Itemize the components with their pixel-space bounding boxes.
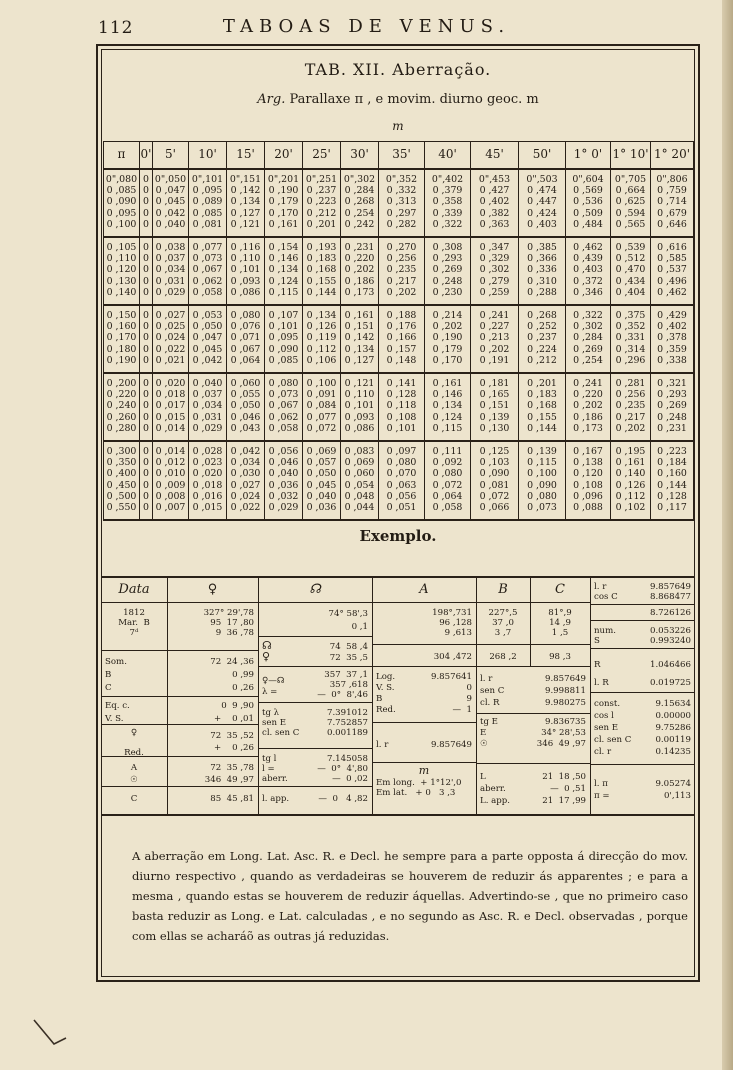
example-a-r4a: l. r (376, 740, 389, 750)
example-col-a (372, 578, 477, 814)
example-col-c (530, 578, 591, 666)
table-cell: 0 ,107 0 ,101 0 ,095 0 ,090 0 ,085 (265, 305, 303, 373)
example-bc-r3a: l. r sen C cl. R (480, 674, 505, 708)
table-cell: 0 ,214 0 ,202 0 ,190 0 ,179 0 ,170 (425, 305, 471, 373)
table-cell: 0 ,322 0 ,302 0 ,284 0 ,269 0 ,254 (566, 305, 611, 373)
example-bc-r4b: 9.836735 34° 28',53 346 49 ,97 (536, 717, 586, 749)
argument-line (101, 92, 695, 107)
table-cell: 0 ,053 0 ,050 0 ,047 0 ,045 0 ,042 (189, 305, 227, 373)
page-header (0, 14, 733, 42)
column-header: 1° 20' (651, 142, 694, 170)
example-node-r5a: l. app. (262, 794, 290, 804)
column-header: 25' (303, 142, 341, 170)
column-header: π (104, 142, 140, 170)
example-a-r1: 198°,731 96 ,128 9 ,613 (432, 608, 472, 638)
example-log-r6b: 9.05274 0',113 (655, 779, 691, 801)
column-header: 0' (140, 142, 153, 170)
example-header-c: C (530, 578, 590, 603)
example-col-b (476, 578, 531, 666)
table-cell: 0 ,281 0 ,256 0 ,235 0 ,217 0 ,202 (611, 373, 651, 441)
table-cell: 0 ,231 0 ,220 0 ,202 0 ,186 0 ,173 (341, 237, 379, 305)
column-header: 30' (341, 142, 379, 170)
ink-scratch-mark (32, 1018, 68, 1054)
table-row-block (104, 237, 694, 305)
table-row-block (104, 373, 694, 441)
example-node-r5b: — 0 4 ,82 (318, 794, 368, 804)
table-cell: 0 0 0 0 0 0 (140, 441, 153, 520)
table-cell: 0 ,105 0 ,110 0 ,120 0 ,130 0 ,140 (104, 237, 140, 305)
table-cell: 0 0 0 0 0 (140, 305, 153, 373)
table-cell: 0 ,241 0 ,220 0 ,202 0 ,186 0 ,173 (566, 373, 611, 441)
table-cell: 0 ,100 0 ,091 0 ,084 0 ,077 0 ,072 (303, 373, 341, 441)
example-data-r1: 1812 Mar. B 7ᵈ (118, 608, 150, 638)
table-cell: 0 ,042 0 ,034 0 ,030 0 ,027 0 ,024 0 ,022 (227, 441, 265, 520)
table-row-block (104, 305, 694, 373)
m-column-label: m (392, 119, 404, 133)
example-header-a: A (372, 578, 476, 603)
table-cell: 0 ,056 0 ,046 0 ,040 0 ,036 0 ,032 0 ,029 (265, 441, 303, 520)
example-data-r3: Eq. c. V. S. (105, 701, 130, 724)
column-header: 1° 10' (611, 142, 651, 170)
table-cell: 0 ,111 0 ,092 0 ,080 0 ,072 0 ,064 0 ,058 (425, 441, 471, 520)
table-cell: 0 ,188 0 ,176 0 ,166 0 ,157 0 ,148 (379, 305, 425, 373)
table-cell: 0 ,193 0 ,183 0 ,168 0 ,155 0 ,144 (303, 237, 341, 305)
table-cell: 0 ,121 0 ,110 0 ,101 0 ,093 0 ,086 (341, 373, 379, 441)
example-a-r2: 304 ,472 (433, 652, 472, 662)
column-header: 20' (265, 142, 303, 170)
table-cell: 0 ,150 0 ,160 0 ,170 0 ,180 0 ,190 (104, 305, 140, 373)
page-number: 112 (98, 18, 134, 38)
table-cell: 0 ,116 0 ,110 0 ,101 0 ,093 0 ,086 (227, 237, 265, 305)
table-cell: 0 ,069 0 ,057 0 ,050 0 ,045 0 ,040 0 ,036 (303, 441, 341, 520)
table-cell: 0 ,321 0 ,293 0 ,269 0 ,248 0 ,231 (651, 373, 694, 441)
table-cell: 0 ,139 0 ,115 0 ,100 0 ,090 0 ,080 0 ,073 (519, 441, 566, 520)
table-cell: 0 ,462 0 ,439 0 ,403 0 ,372 0 ,346 (566, 237, 611, 305)
table-cell: 0 ,060 0 ,055 0 ,050 0 ,046 0 ,043 (227, 373, 265, 441)
table-cell: 0 ,020 0 ,018 0 ,017 0 ,015 0 ,014 (153, 373, 189, 441)
example-bc-r5b: 21 18 ,50 — 0 ,51 21 17 ,99 (542, 772, 586, 806)
table-cell: 0 ,195 0 ,161 0 ,140 0 ,126 0 ,112 0 ,102 (611, 441, 651, 520)
example-b-r1: 227°,5 37 ,0 3 ,7 (488, 608, 518, 638)
example-log-r3b: 0.053226 0.993240 (649, 626, 691, 646)
table-body (104, 169, 694, 520)
table-cell: 0 ,268 0 ,252 0 ,237 0 ,224 0 ,212 (519, 305, 566, 373)
example-venus-r5: 72 35 ,78 346 49 ,97 (204, 763, 254, 785)
table-cell: 0 ,097 0 ,080 0 ,070 0 ,063 0 ,056 0 ,051 (379, 441, 425, 520)
example-col-venus (167, 578, 259, 814)
example-a-r5b: Em long. + 1°12',0 Em lat. + 0 3 ,3 (376, 778, 462, 798)
table-cell: 0 ,077 0 ,073 0 ,067 0 ,062 0 ,058 (189, 237, 227, 305)
example-node-r3a: tg λ sen E cl. sen C (262, 708, 300, 738)
column-header: 40' (425, 142, 471, 170)
aberration-table (103, 141, 694, 521)
table-cell: 0",503 0 ,474 0 ,447 0 ,424 0 ,403 (519, 169, 566, 237)
page-edge (722, 0, 733, 1070)
column-header: 50' (519, 142, 566, 170)
example-log-r1a: l. r cos C (594, 582, 618, 602)
example-a-r3b: 9.857641 0 9 — 1 (430, 672, 472, 715)
example-node-r3b: 7.391012 7.752857 0.001189 (326, 708, 368, 738)
arg-text: Parallaxe π , e movim. diurno geoc. m (285, 92, 539, 107)
table-cell: 0 ,083 0 ,069 0 ,060 0 ,054 0 ,048 0 ,044 (341, 441, 379, 520)
example-col-data (101, 578, 168, 814)
example-node-r2c: 357 37 ,1 357 ,618 — 0° 8',46 (317, 670, 368, 700)
table-cell: 0 ,154 0 ,146 0 ,134 0 ,124 0 ,115 (265, 237, 303, 305)
table-cell: 0",705 0 ,664 0 ,625 0 ,594 0 ,565 (611, 169, 651, 237)
table-cell: 0",251 0 ,237 0 ,223 0 ,212 0 ,201 (303, 169, 341, 237)
example-node-symbols: ☊ ♀ (262, 639, 272, 663)
table-row-block (104, 169, 694, 237)
example-a-r4b: 9.857649 (430, 740, 472, 750)
table-cell: 0 ,038 0 ,037 0 ,034 0 ,031 0 ,029 (153, 237, 189, 305)
example-col-bc (476, 666, 591, 815)
column-header: 5' (153, 142, 189, 170)
table-cell: 0 0 0 0 0 (140, 169, 153, 237)
example-col-logs (590, 578, 695, 814)
table-cell: 0",453 0 ,427 0 ,402 0 ,382 0 ,363 (471, 169, 519, 237)
example-data-r5: A ☉ (130, 763, 138, 785)
example-node-r4b: 7.145058 — 0° 4',80 — 0 ,02 (317, 754, 368, 784)
example-data-r6: C (130, 794, 138, 804)
example-log-r2b: 8.726126 (649, 608, 691, 618)
table-cell: 0 ,134 0 ,126 0 ,119 0 ,112 0 ,106 (303, 305, 341, 373)
example-a-r5a: m (418, 764, 430, 777)
table-cell: 0 ,539 0 ,512 0 ,470 0 ,434 0 ,404 (611, 237, 651, 305)
example-col-node (258, 578, 373, 814)
table-cell: 0 ,027 0 ,025 0 ,024 0 ,022 0 ,021 (153, 305, 189, 373)
example-log-r4b: 1.046466 0.019725 (649, 660, 691, 688)
table-cell: 0",101 0 ,095 0 ,089 0 ,085 0 ,081 (189, 169, 227, 237)
table-cell: 0 ,028 0 ,023 0 ,020 0 ,018 0 ,016 0 ,015 (189, 441, 227, 520)
example-bc-r5a: L aberr. L. app. (480, 772, 511, 806)
table-cell: 0 ,308 0 ,293 0 ,269 0 ,248 0 ,230 (425, 237, 471, 305)
example-venus-r4: 72 35 ,52 + 0 ,26 (210, 731, 254, 753)
table-cell: 0",080 0 ,085 0 ,090 0 ,095 0 ,100 (104, 169, 140, 237)
table-cell: 0 ,080 0 ,073 0 ,067 0 ,062 0 ,058 (265, 373, 303, 441)
example-data-r2: Som. B C (105, 657, 127, 693)
column-header: 45' (471, 142, 519, 170)
table-cell: 0 ,300 0 ,350 0 ,400 0 ,450 0 ,500 0 ,550 (104, 441, 140, 520)
example-venus-r3: 0 9 ,90 + 0 ,01 (214, 701, 254, 724)
example-log-r4a: R l. R (594, 660, 609, 688)
example-header-b: B (476, 578, 530, 603)
example-log-r3a: num. S (594, 626, 616, 646)
table-cell: 0 ,200 0 ,220 0 ,240 0 ,260 0 ,280 (104, 373, 140, 441)
table-cell: 0 ,181 0 ,165 0 ,151 0 ,139 0 ,130 (471, 373, 519, 441)
example-node-r2a: 74 58 ,4 72 35 ,5 (329, 642, 368, 663)
column-header: 1° 0' (566, 142, 611, 170)
table-cell: 0",302 0 ,284 0 ,268 0 ,254 0 ,242 (341, 169, 379, 237)
example-log-r1b: 9.857649 8.868477 (649, 582, 691, 602)
example-bc-r3b: 9.857649 9.998811 9.980275 (544, 674, 586, 708)
example-log-r5a: const. cos l sen E cl. sen C cl. r (594, 699, 632, 757)
table-cell: 0",352 0 ,332 0 ,313 0 ,297 0 ,282 (379, 169, 425, 237)
table-cell: 0",201 0 ,190 0 ,179 0 ,170 0 ,161 (265, 169, 303, 237)
table-cell: 0 ,125 0 ,103 0 ,090 0 ,081 0 ,072 0 ,066 (471, 441, 519, 520)
table-cell: 0",402 0 ,379 0 ,358 0 ,339 0 ,322 (425, 169, 471, 237)
example-log-r5b: 9.15634 0.00000 9.75286 0.00119 0.14235 (655, 699, 691, 757)
example-c-r1: 81°,9 14 ,9 1 ,5 (548, 608, 572, 638)
example-node-r1: 74° 58',3 0 ,1 (328, 609, 368, 632)
table-cell: 0 ,241 0 ,227 0 ,213 0 ,202 0 ,191 (471, 305, 519, 373)
table-cell: 0 0 0 0 0 (140, 373, 153, 441)
table-cell: 0",151 0 ,142 0 ,134 0 ,127 0 ,121 (227, 169, 265, 237)
example-venus-r6: 85 45 ,81 (210, 794, 254, 804)
example-log-r6a: l. π π = (594, 779, 610, 801)
table-cell: 0 ,429 0 ,402 0 ,378 0 ,359 0 ,338 (651, 305, 694, 373)
table-cell: 0 ,270 0 ,256 0 ,235 0 ,217 0 ,202 (379, 237, 425, 305)
table-header-row (104, 142, 694, 170)
table-cell: 0 ,141 0 ,128 0 ,118 0 ,108 0 ,101 (379, 373, 425, 441)
example-bc-r4a: tg E E ☉ (480, 717, 498, 749)
table-cell: 0 ,161 0 ,151 0 ,142 0 ,134 0 ,127 (341, 305, 379, 373)
example-node-r2b: ♀—☊ λ = (262, 676, 285, 697)
example-header-data: Data (101, 578, 167, 603)
table-cell: 0 ,040 0 ,037 0 ,034 0 ,031 0 ,029 (189, 373, 227, 441)
table-cell: 0",806 0 ,759 0 ,714 0 ,679 0 ,646 (651, 169, 694, 237)
column-header: 35' (379, 142, 425, 170)
table-title: TAB. XII. Aberração. (304, 60, 492, 79)
explanatory-paragraph: A aberração em Long. Lat. Asc. R. e Decl. he sempre para a parte opposta á direcção do mov. diurno respectivo , quando as verdadeiras se houverem de reduzir ás apparentes ; e para a mesma , quando estas se houverem de reduzir áquellas. Advertindo-se , que no primeiro caso basta reduzir as Long. e Lat. calculadas , e no segundo as Asc. R. e Decl. observadas , porque com ellas se acharáõ as outras já reduzidas. (132, 849, 688, 943)
example-title: Exemplo. (359, 527, 437, 545)
example-b-r2: 268 ,2 (489, 652, 517, 662)
column-header: 10' (189, 142, 227, 170)
example-table (101, 576, 695, 816)
example-venus-r2: 72 24 ,36 0 ,99 0 ,26 (210, 657, 254, 693)
column-header: 15' (227, 142, 265, 170)
arg-label: Arg. (257, 92, 286, 107)
table-cell: 0 ,167 0 ,138 0 ,120 0 ,108 0 ,096 0 ,088 (566, 441, 611, 520)
table-cell: 0 ,347 0 ,329 0 ,302 0 ,279 0 ,259 (471, 237, 519, 305)
table-cell: 0 ,223 0 ,184 0 ,160 0 ,144 0 ,128 0 ,117 (651, 441, 694, 520)
table-cell: 0 ,201 0 ,183 0 ,168 0 ,155 0 ,144 (519, 373, 566, 441)
example-header-node: ☊ (258, 578, 372, 603)
table-cell: 0 ,080 0 ,076 0 ,071 0 ,067 0 ,064 (227, 305, 265, 373)
table-row-block (104, 441, 694, 520)
example-header-venus: ♀ (167, 578, 258, 603)
table-cell: 0",604 0 ,569 0 ,536 0 ,509 0 ,484 (566, 169, 611, 237)
table-cell: 0 ,616 0 ,585 0 ,537 0 ,496 0 ,462 (651, 237, 694, 305)
table-cell: 0 ,014 0 ,012 0 ,010 0 ,009 0 ,008 0 ,007 (153, 441, 189, 520)
example-a-r3a: Log. V. S. B Red. (376, 672, 396, 715)
table-cell: 0 0 0 0 0 (140, 237, 153, 305)
example-data-r4: ♀ Red. (124, 728, 144, 758)
example-venus-r1: 327° 29',78 95 17 ,80 9 36 ,78 (203, 608, 254, 638)
running-title: TABOAS DE VENUS. (222, 16, 511, 37)
table-cell: 0",050 0 ,047 0 ,045 0 ,042 0 ,040 (153, 169, 189, 237)
table-cell: 0 ,161 0 ,146 0 ,134 0 ,124 0 ,115 (425, 373, 471, 441)
table-cell: 0 ,385 0 ,366 0 ,336 0 ,310 0 ,288 (519, 237, 566, 305)
example-node-r4a: tg l l = aberr. (262, 754, 288, 784)
table-cell: 0 ,375 0 ,352 0 ,331 0 ,314 0 ,296 (611, 305, 651, 373)
example-c-r2: 98 ,3 (549, 652, 571, 662)
